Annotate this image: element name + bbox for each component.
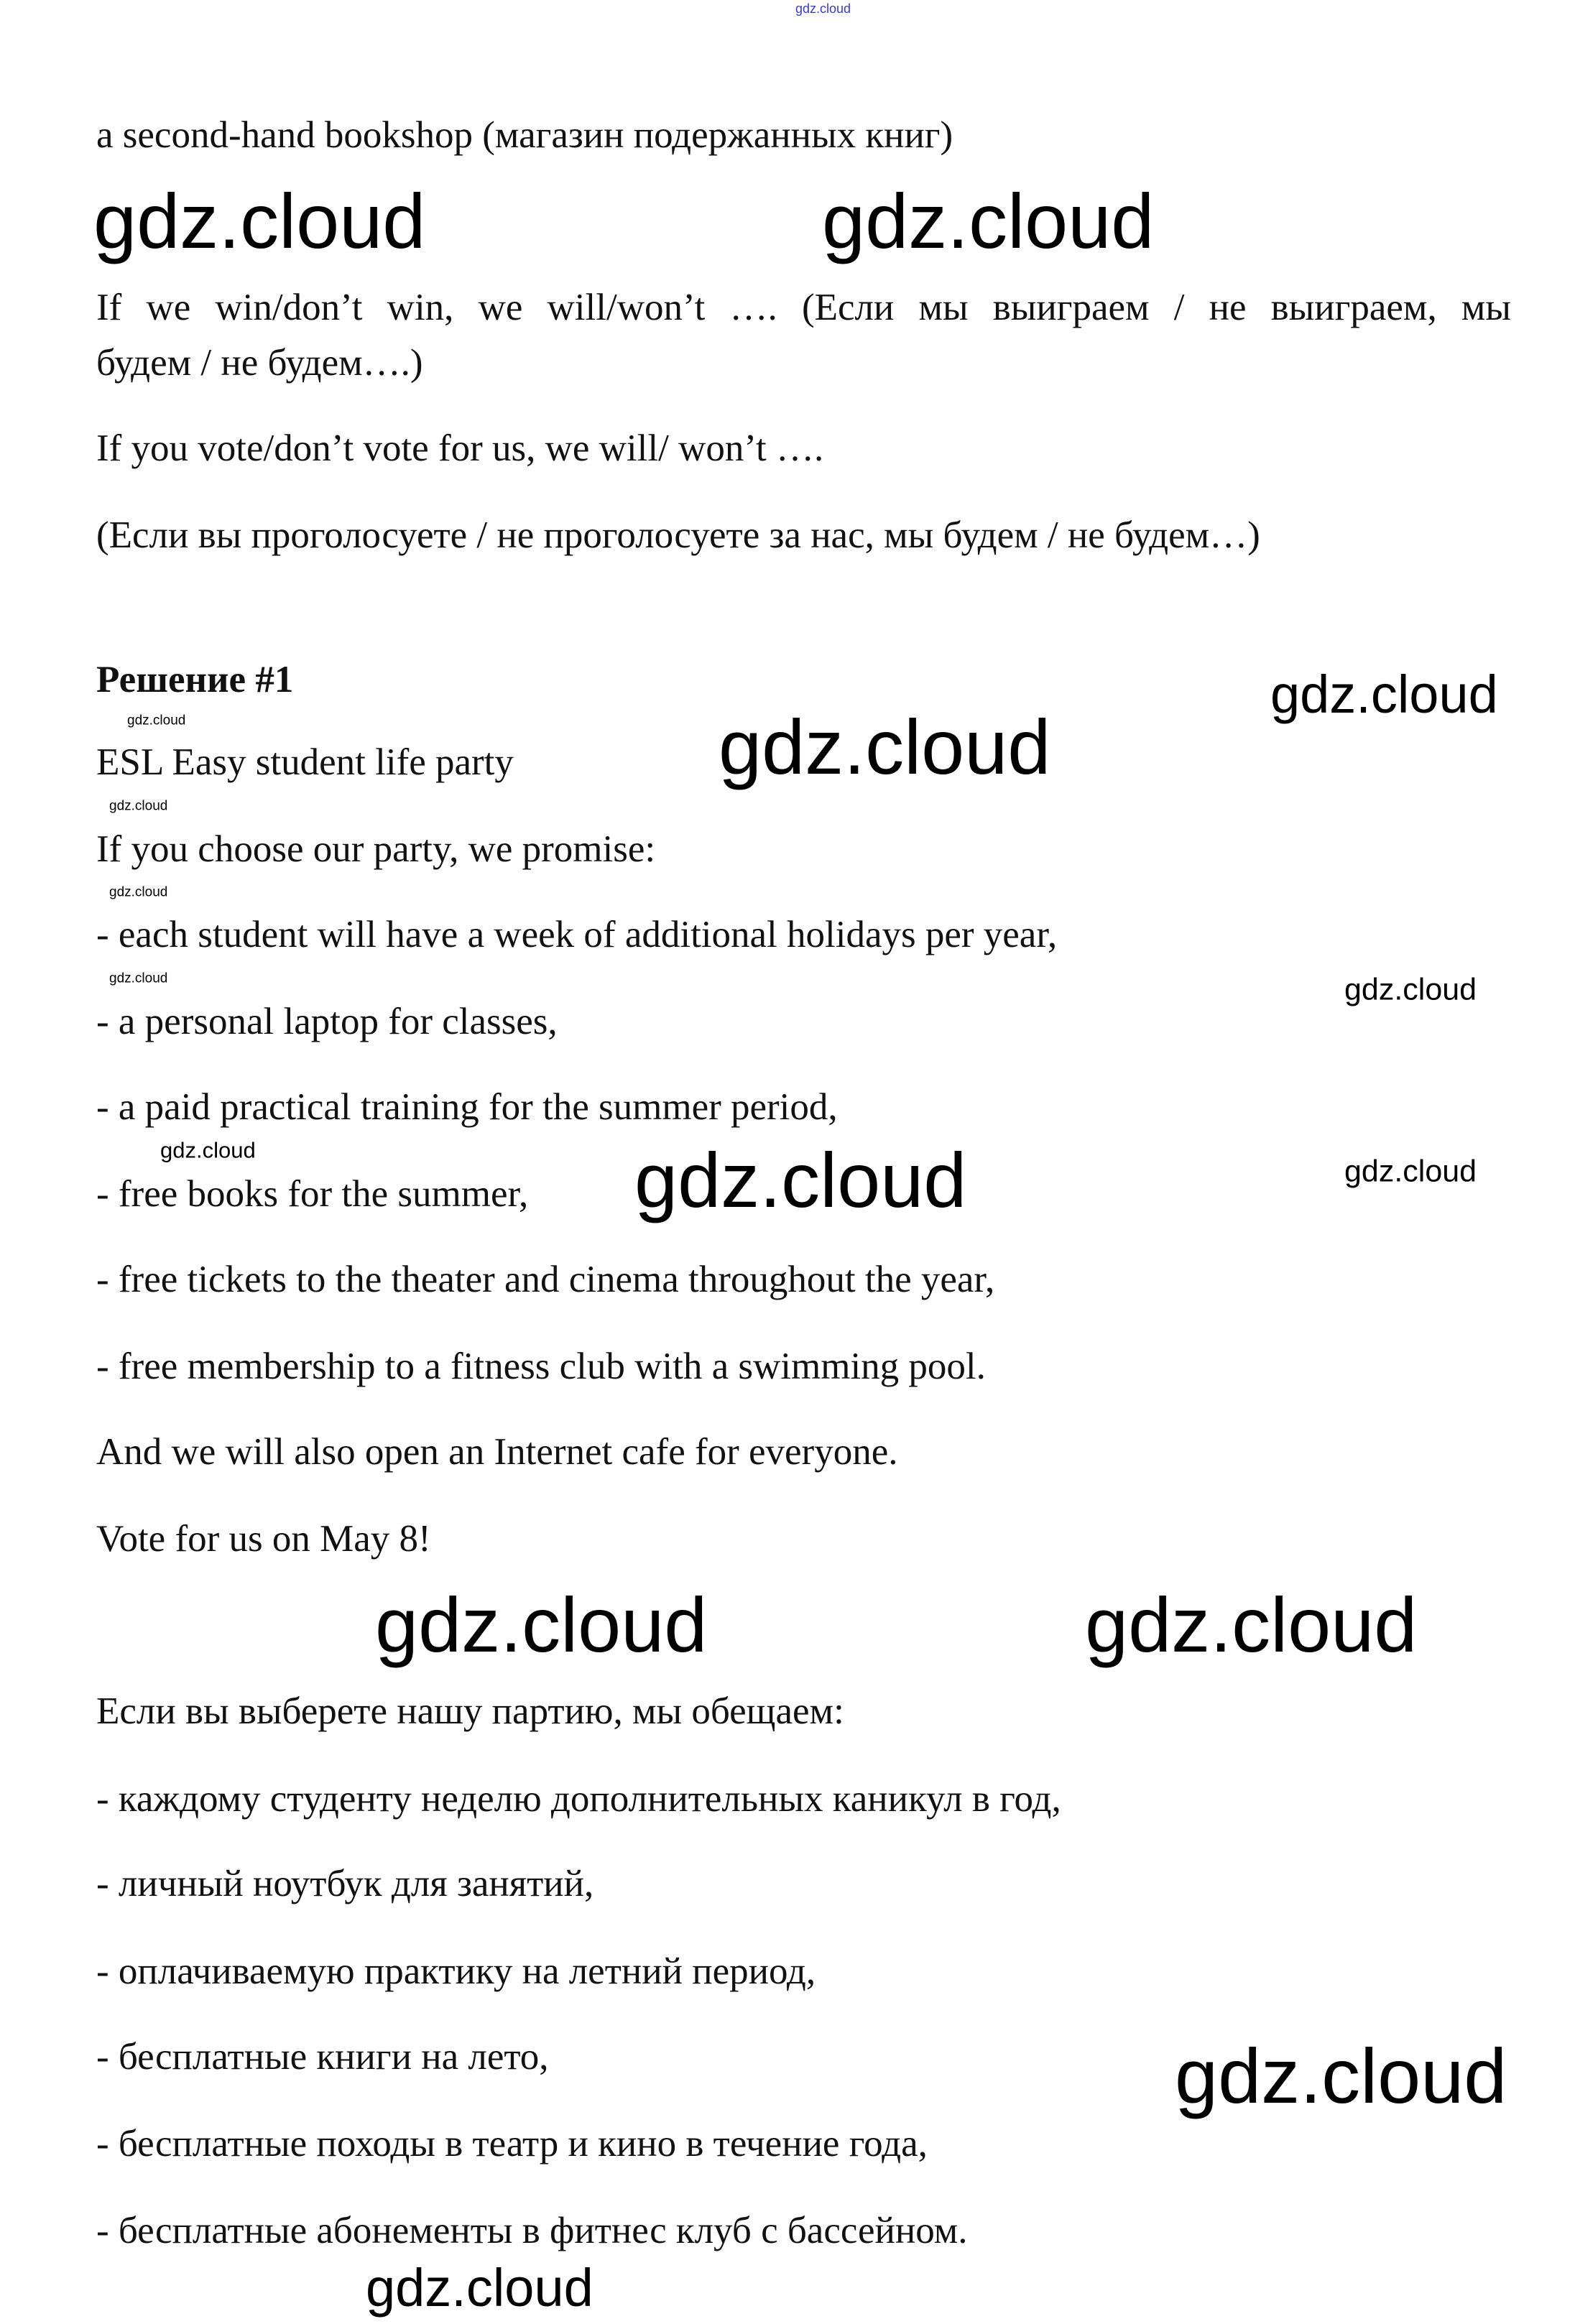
promise-item: - free tickets to the theater and cinema throughout the year, [96, 1259, 995, 1300]
promise-item: - free books for the summer, [96, 1173, 529, 1215]
promise-item-ru: - бесплатные книги на лето, [96, 2036, 549, 2078]
watermark: gdz.cloud [795, 1, 851, 16]
promise-item-ru: - бесплатные абонементы в фитнес клуб с бассейном. [96, 2210, 968, 2251]
watermark: gdz.cloud [1344, 972, 1477, 1007]
vote-date-line: Vote for us on May 8! [96, 1518, 431, 1560]
watermark: gdz.cloud [1270, 665, 1498, 724]
if-you-vote-translation: (Если вы проголосуете / не проголосуете за нас, мы будем / не будем…) [96, 514, 1260, 556]
promise-intro-ru: Если вы выберете нашу партию, мы обещаем: [96, 1690, 844, 1732]
promise-item-ru: - личный ноутбук для занятий, [96, 1863, 594, 1904]
watermark: gdz.cloud [93, 177, 426, 264]
watermark: gdz.cloud [634, 1136, 967, 1223]
watermark: gdz.cloud [160, 1137, 256, 1163]
promise-item: - each student will have a week of additional holidays per year, [96, 914, 1058, 955]
watermark: gdz.cloud [719, 703, 1051, 790]
watermark: gdz.cloud [1344, 1154, 1477, 1189]
watermark: gdz.cloud [109, 971, 168, 986]
solution-heading: Решение #1 [96, 659, 294, 700]
internet-cafe-line: And we will also open an Internet cafe for everyone. [96, 1431, 898, 1473]
promise-item: - free membership to a fitness club with a swimming pool. [96, 1346, 986, 1387]
promise-item-ru: - оплачиваемую практику на летний период, [96, 1950, 816, 1992]
watermark: gdz.cloud [109, 884, 168, 900]
if-we-win-continuation: будем / не будем….) [96, 342, 423, 384]
watermark: gdz.cloud [375, 1581, 708, 1668]
promise-intro: If you choose our party, we promise: [96, 828, 656, 870]
promise-item-ru: - бесплатные походы в театр и кино в течение года, [96, 2123, 928, 2165]
promise-item: - a personal laptop for classes, [96, 1001, 558, 1042]
watermark: gdz.cloud [822, 177, 1155, 264]
watermark: gdz.cloud [1085, 1581, 1418, 1668]
watermark: gdz.cloud [366, 2258, 593, 2318]
promise-item: - a paid practical training for the summer period, [96, 1086, 838, 1128]
if-you-vote-line: If you vote/don’t vote for us, we will/ won’t …. [96, 427, 824, 469]
watermark: gdz.cloud [109, 798, 168, 814]
watermark: gdz.cloud [1175, 2032, 1507, 2119]
party-name: ESL Easy student life party [96, 741, 514, 783]
bookshop-line: a second-hand bookshop (магазин подержанных книг) [96, 114, 953, 156]
promise-item-ru: - каждому студенту неделю дополнительных каникул в год, [96, 1778, 1061, 1820]
watermark: gdz.cloud [127, 713, 186, 728]
if-we-win-line: If we win/don’t win, we will/won’t …. (Если мы выиграем / не выиграем, мы [96, 287, 1511, 328]
